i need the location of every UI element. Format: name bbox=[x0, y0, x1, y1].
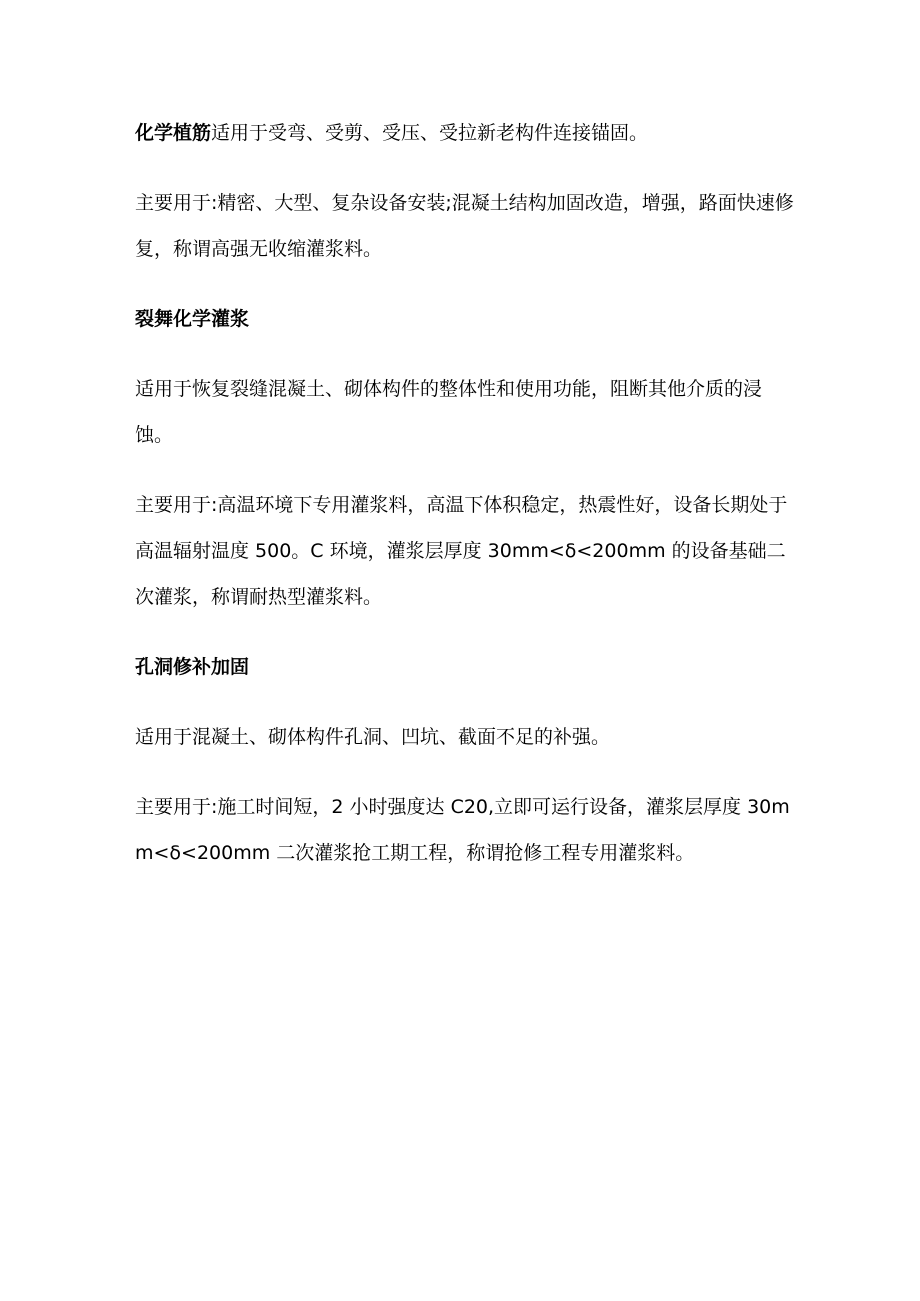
paragraph-applicability-1: 适用于恢复裂缝混凝土、砌体构件的整体性和使用功能，阻断其他介质的浸蚀。 bbox=[135, 378, 763, 446]
paragraph-gap bbox=[135, 760, 795, 784]
paragraph-gap bbox=[135, 342, 795, 366]
section-heading-hole-repair: 孔洞修补加固 bbox=[135, 656, 250, 678]
section-heading-crack-grouting: 裂舞化学灌浆 bbox=[135, 308, 250, 330]
paragraph-lead-chemical-rebar: 化学植筋 bbox=[135, 122, 212, 144]
document-body bbox=[135, 110, 795, 876]
paragraph-gap bbox=[135, 156, 795, 180]
paragraph-applicability-2: 适用于混凝土、砌体构件孔洞、凹坑、截面不足的补强。 bbox=[135, 726, 611, 748]
paragraph-main-use-2: 主要用于:高温环境下专用灌浆料，高温下体积稳定，热震性好，设备长期处于高温辐射温度 500。C 环境，灌浆层厚度 30mm<δ<200mm 的设备基础二次灌浆，称谓耐热型灌浆料。 bbox=[135, 494, 788, 608]
paragraph-text-chemical-rebar: 适用于受弯、受剪、受压、受拉新老构件连接锚固。 bbox=[211, 122, 649, 144]
paragraph-main-use-3: 主要用于:施工时间短，2 小时强度达 C20,立即可运行设备，灌浆层厚度 30mm<δ<200mm 二次灌浆抢工期工程，称谓抢修工程专用灌浆料。 bbox=[135, 796, 790, 864]
paragraph-gap bbox=[135, 458, 795, 482]
paragraph-main-use-1: 主要用于:精密、大型、复杂设备安装;混凝土结构加固改造，增强，路面快速修复，称谓高强无收缩灌浆料。 bbox=[135, 192, 794, 260]
paragraph-chemical-rebar bbox=[135, 110, 795, 156]
paragraph-gap bbox=[135, 690, 795, 714]
paragraph-gap bbox=[135, 272, 795, 296]
paragraph-gap bbox=[135, 620, 795, 644]
